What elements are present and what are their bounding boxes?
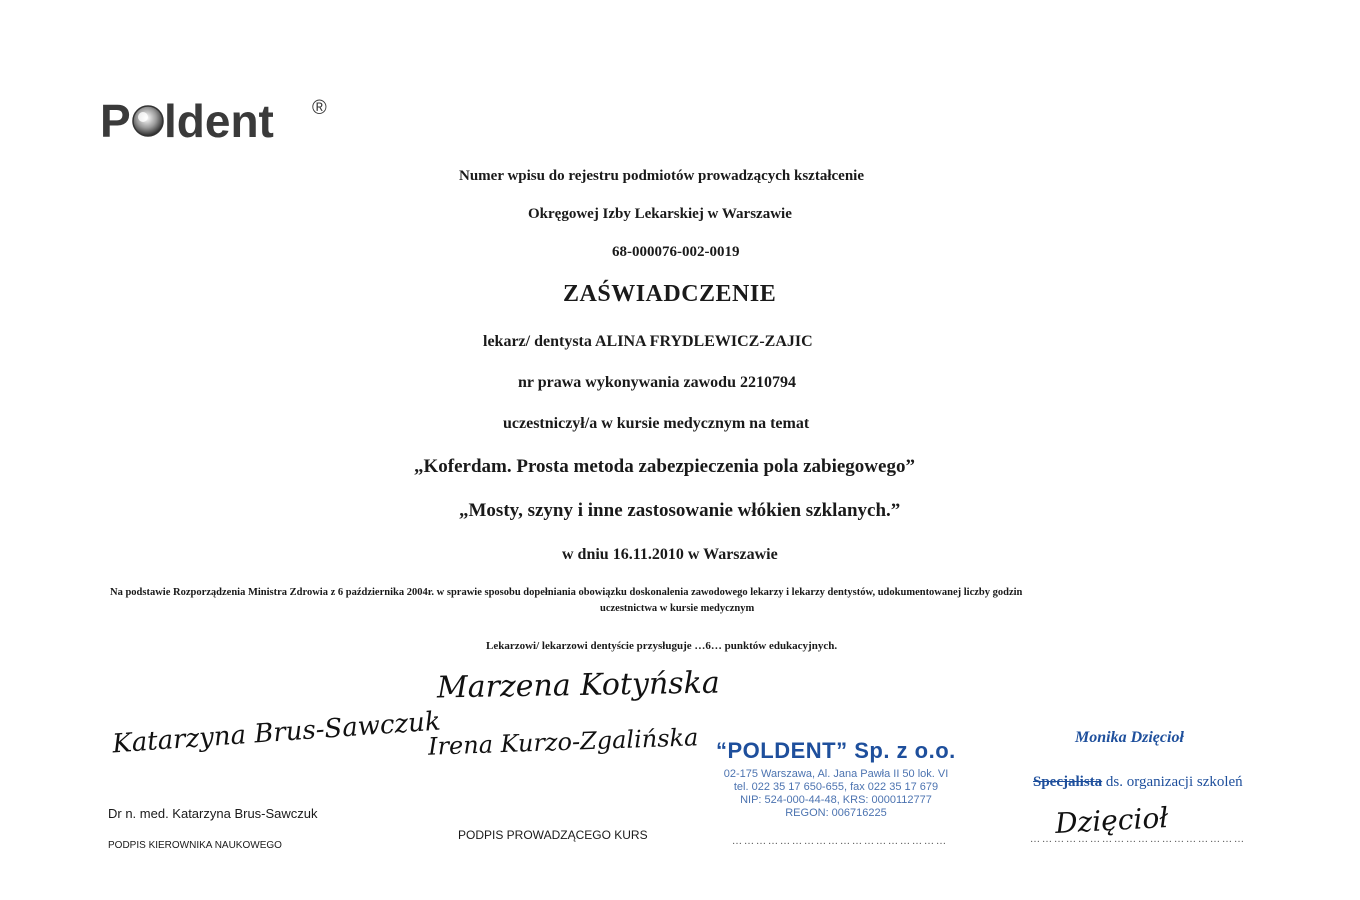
organizer-name: Monika Dzięcioł (1075, 729, 1184, 746)
course-leader-caption: PODPIS PROWADZĄCEGO KURS (458, 828, 648, 842)
doctor-line: lekarz/ dentysta ALINA FRYDLEWICZ-ZAJIC (483, 333, 813, 350)
register-number: 68-000076-002-0019 (612, 244, 740, 260)
poldent-logo (100, 92, 340, 148)
legal-basis-line-1: Na podstawie Rozporządzenia Ministra Zdrowia z 6 października 2004r. w sprawie sposobu dopełniania obowiązku doskonalenia zawodowego lekarzy i lekarzy dentystów, udokumentowanej liczby godzin (110, 587, 1023, 598)
logo-text: ldent (164, 95, 274, 147)
logo-letter-p: P (100, 95, 131, 147)
course-leader-signature-1: Marzena Kotyńska (436, 665, 720, 706)
stamp-phone: tel. 022 35 17 650-655, fax 022 35 17 679 (733, 781, 939, 793)
signature-dots-line: ……………………………………………… (732, 836, 948, 847)
participation-line: uczestniczył/a w kursie medycznym na temat (503, 415, 810, 432)
stamp-address: 02-175 Warszawa, Al. Jana Pawła II 50 lok. VI (723, 768, 949, 780)
course-leader-signature-2: Irena Kurzo-Zgalińska (427, 723, 699, 761)
license-line: nr prawa wykonywania zawodu 2210794 (518, 374, 796, 391)
logo-ball-icon (133, 106, 163, 136)
education-points: Lekarzowi/ lekarzowi dentyście przysługuje …6… punktów edukacyjnych. (486, 640, 838, 652)
stamp-company-name: “POLDENT” Sp. z o.o. (716, 738, 956, 763)
document-title: ZAŚWIADCZENIE (563, 281, 777, 307)
scientific-supervisor-caption: PODPIS KIEROWNIKA NAUKOWEGO (108, 840, 282, 851)
course-date: w dniu 16.11.2010 w Warszawie (562, 546, 778, 563)
organizer-dots-line: ……………………………………………… (1030, 834, 1246, 845)
company-stamp (716, 738, 956, 820)
scientific-supervisor-name: Dr n. med. Katarzyna Brus-Sawczuk (108, 806, 318, 821)
course-topic-1: „Koferdam. Prosta metoda zabezpieczenia pola zabiegowego” (414, 456, 915, 477)
organizer-role-rest: ds. organizacji szkoleń (1102, 774, 1243, 790)
stamp-nip-krs: NIP: 524-000-44-48, KRS: 0000112777 (740, 794, 932, 806)
organizer-signature: Dzięcioł (1054, 801, 1170, 840)
legal-basis-line-2: uczestnictwa w kursie medycznym (600, 603, 755, 614)
scientific-supervisor-signature: Katarzyna Brus-Sawczuk (111, 706, 442, 760)
poldent-logo-mark (100, 92, 340, 152)
course-topic-2: „Mosty, szyny i inne zastosowanie włókien szklanych.” (459, 500, 901, 521)
register-line-1: Numer wpisu do rejestru podmiotów prowadzących kształcenie (459, 168, 864, 184)
stamp-regon: REGON: 006716225 (785, 807, 887, 819)
registered-mark: ® (312, 97, 327, 119)
organizer-role-struck: Specjalista (1033, 774, 1103, 790)
organizer-role (1033, 774, 1243, 791)
register-line-2: Okręgowej Izby Lekarskiej w Warszawie (528, 206, 792, 222)
